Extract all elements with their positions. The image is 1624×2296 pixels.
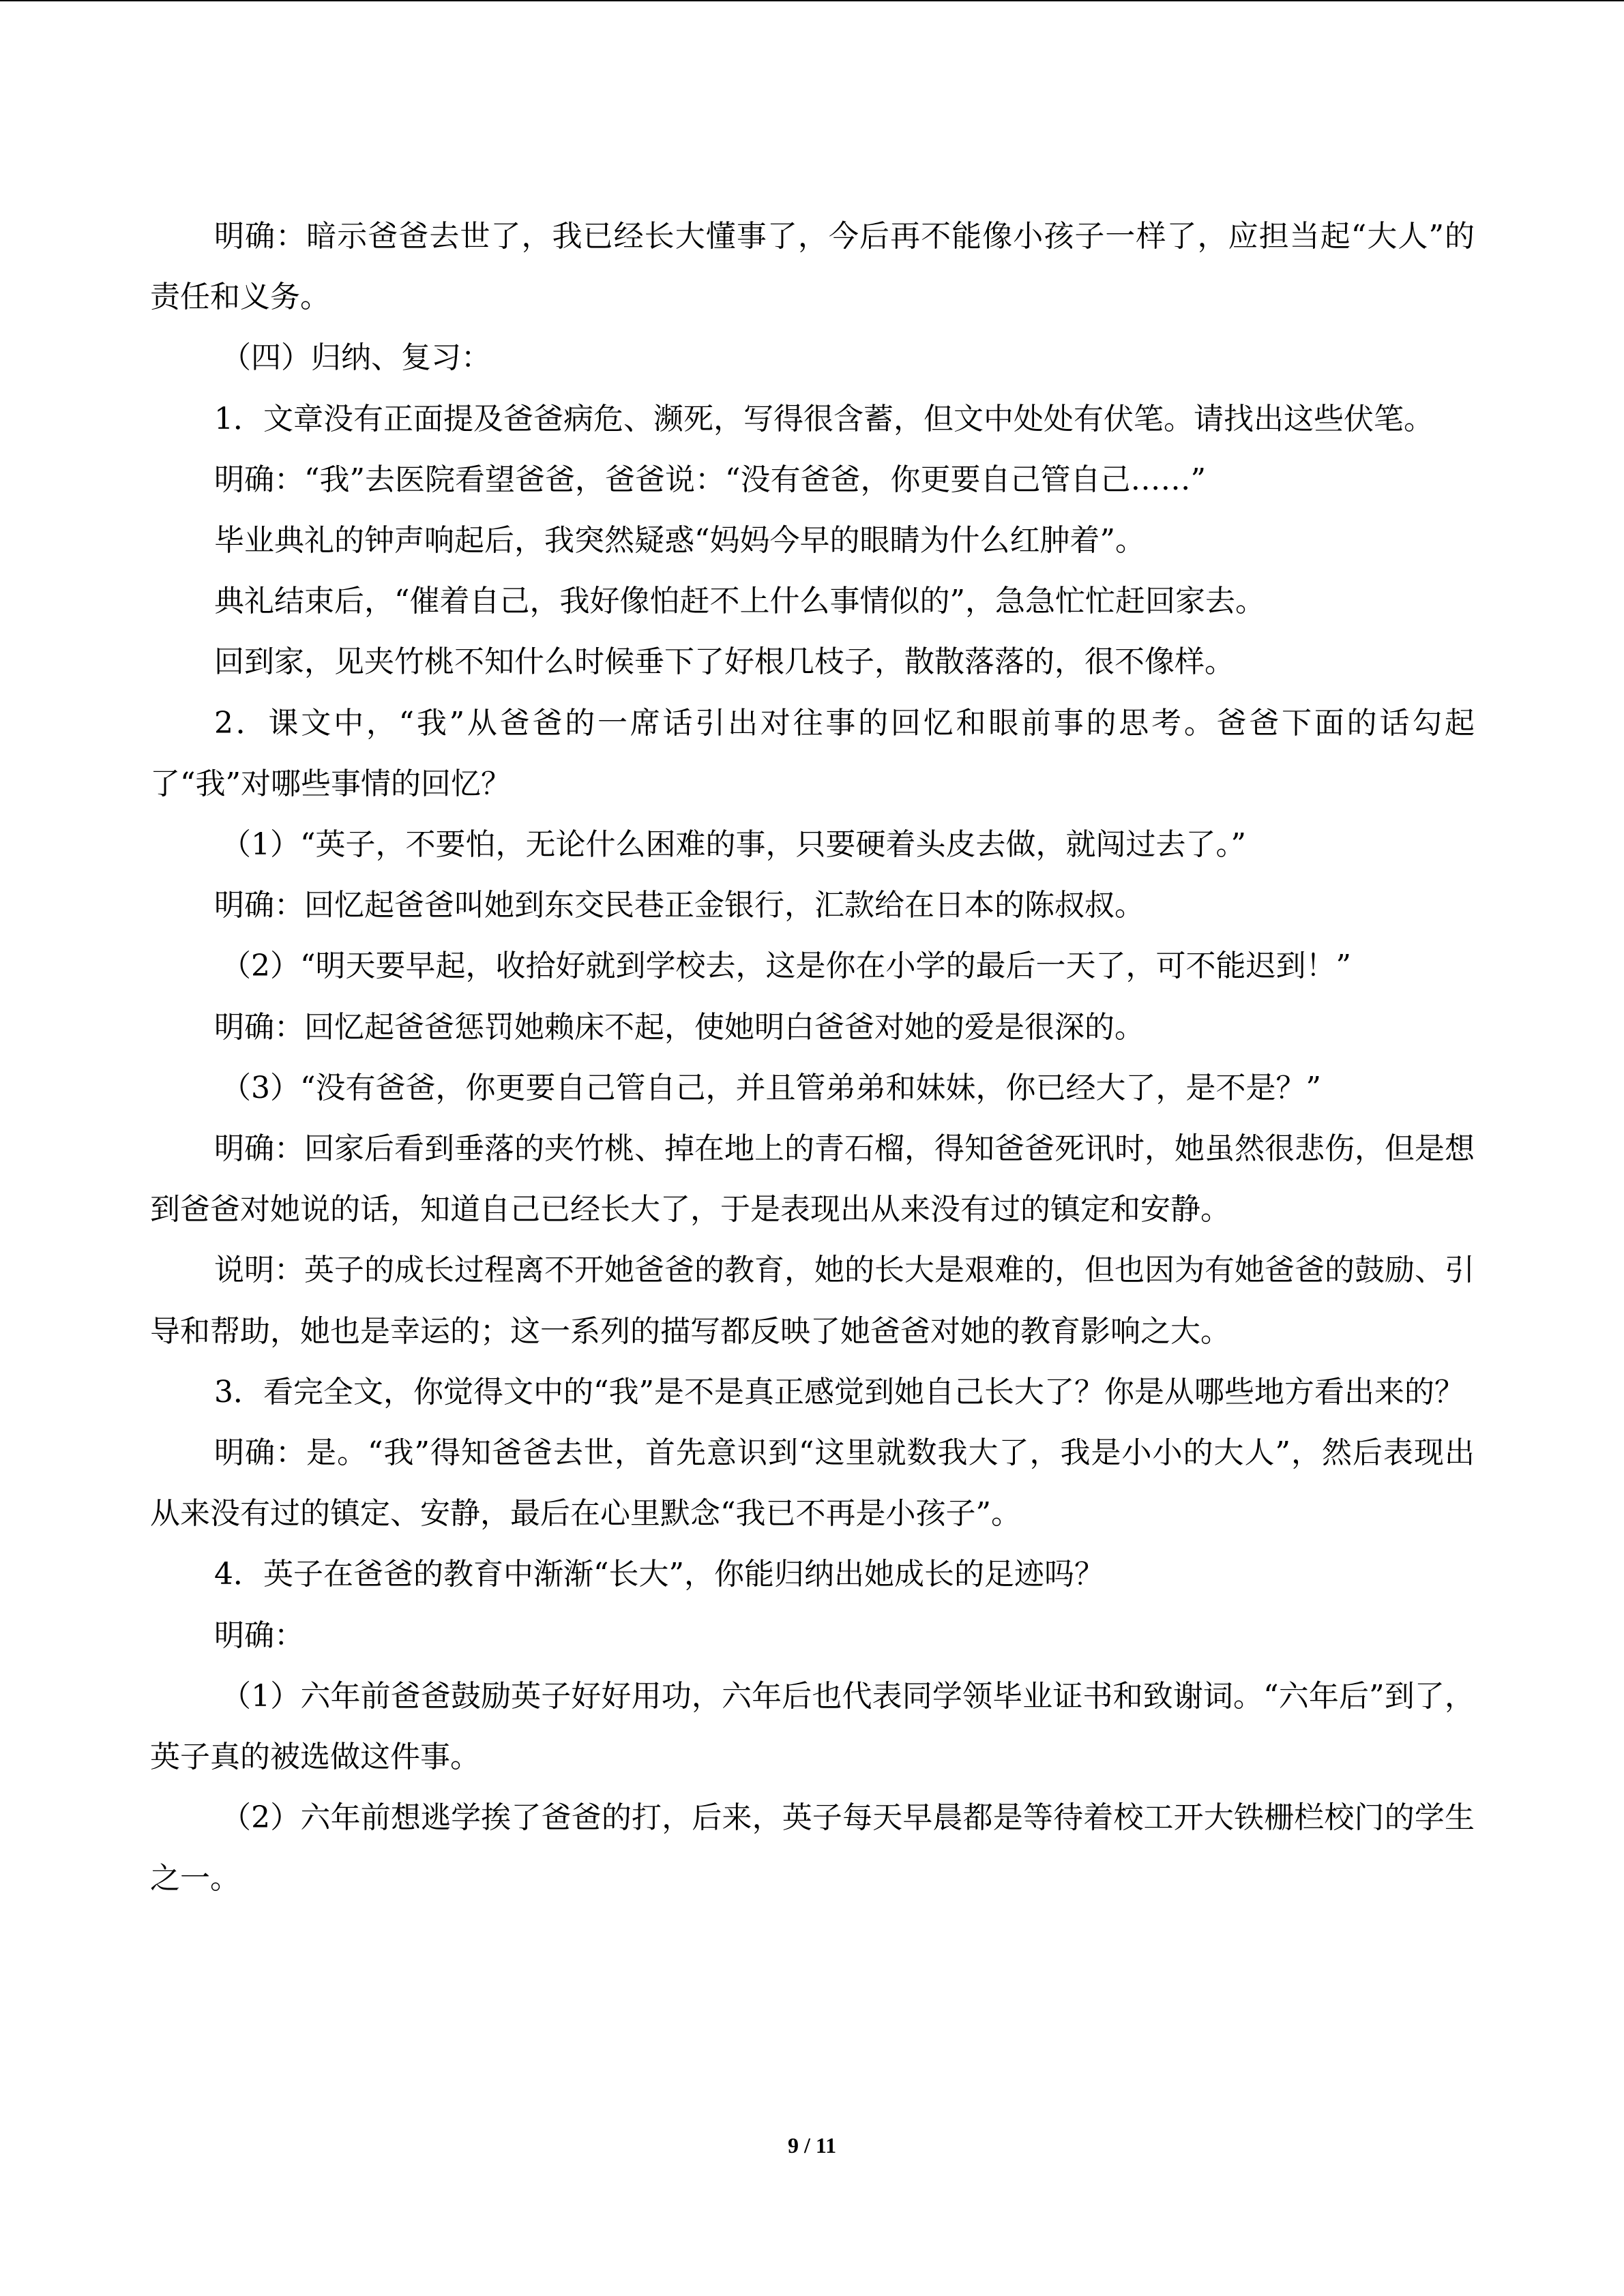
question: 1．文章没有正面提及爸爸病危、濒死，写得很含蓄，但文中处处有伏笔。请找出这些伏笔。 <box>214 401 1434 436</box>
question: 2．课文中，“我”从爸爸的一席话引出对往事的回忆和眼前事的思考。爸爸下面的话勾起了“我”对哪些事情的回忆？ <box>150 705 1475 801</box>
answer-paragraph: 明确：“我”去医院看望爸爸，爸爸说：“没有爸爸，你更要自己管自己……” <box>214 462 1206 497</box>
explanation-paragraph: 说明：英子的成长过程离不开她爸爸的教育，她的长大是艰难的，但也因为有她爸爸的鼓励、引导和帮助，她也是幸运的；这一系列的描写都反映了她爸爸对她的教育影响之大。 <box>150 1253 1475 1349</box>
question: 3．看完全文，你觉得文中的“我”是不是真正感觉到她自己长大了？你是从哪些地方看出来的？ <box>214 1374 1464 1410</box>
paragraph: 典礼结束后，“催着自己，我好像怕赶不上什么事情似的”，急急忙忙赶回家去。 <box>214 584 1265 619</box>
answer-paragraph: 明确： <box>214 1617 304 1653</box>
document-body <box>150 206 1475 1909</box>
answer-paragraph: 明确：回家后看到垂落的夹竹桃、掉在地上的青石榴，得知爸爸死讯时，她虽然很悲伤，但是想到爸爸对她说的话，知道自己已经长大了，于是表现出从来没有过的镇定和安静。 <box>150 1131 1475 1227</box>
section-heading: （四）归纳、复习： <box>221 340 491 376</box>
answer-paragraph: 明确：是。“我”得知爸爸去世，首先意识到“这里就数我大了，我是小小的大人”，然后表现出从来没有过的镇定、安静，最后在心里默念“我已不再是小孩子”。 <box>150 1435 1475 1532</box>
answer-paragraph: 明确：回忆起爸爸惩罚她赖床不起，使她明白爸爸对她的爱是很深的。 <box>214 1009 1145 1045</box>
answer-item: （2）六年前想逃学挨了爸爸的打，后来，英子每天早晨都是等待着校工开大铁栅栏校门的学生之一。 <box>150 1800 1475 1896</box>
paragraph: 明确：暗示爸爸去世了，我已经长大懂事了，今后再不能像小孩子一样了，应担当起“大人”的责任和义务。 <box>150 219 1475 315</box>
answer-item: （1）六年前爸爸鼓励英子好好用功，六年后也代表同学领毕业证书和致谢词。“六年后”到了，英子真的被选做这件事。 <box>150 1678 1475 1775</box>
quote-item: （1）“英子，不要怕，无论什么困难的事，只要硬着头皮去做，就闯过去了。” <box>221 827 1246 863</box>
page-number: 9 / 11 <box>787 2133 837 2158</box>
quote-item: （3）“没有爸爸，你更要自己管自己，并且管弟弟和妹妹，你已经大了，是不是？” <box>221 1070 1321 1105</box>
quote-item: （2）“明天要早起，收拾好就到学校去，这是你在小学的最后一天了，可不能迟到！” <box>221 949 1351 984</box>
question: 4．英子在爸爸的教育中渐渐“长大”，你能归纳出她成长的足迹吗？ <box>214 1557 1104 1592</box>
paragraph: 回到家，见夹竹桃不知什么时候垂下了好根几枝子，散散落落的，很不像样。 <box>214 644 1235 680</box>
paragraph: 毕业典礼的钟声响起后，我突然疑惑“妈妈今早的眼睛为什么红肿着”。 <box>214 523 1145 558</box>
answer-paragraph: 明确：回忆起爸爸叫她到东交民巷正金银行，汇款给在日本的陈叔叔。 <box>214 888 1145 923</box>
